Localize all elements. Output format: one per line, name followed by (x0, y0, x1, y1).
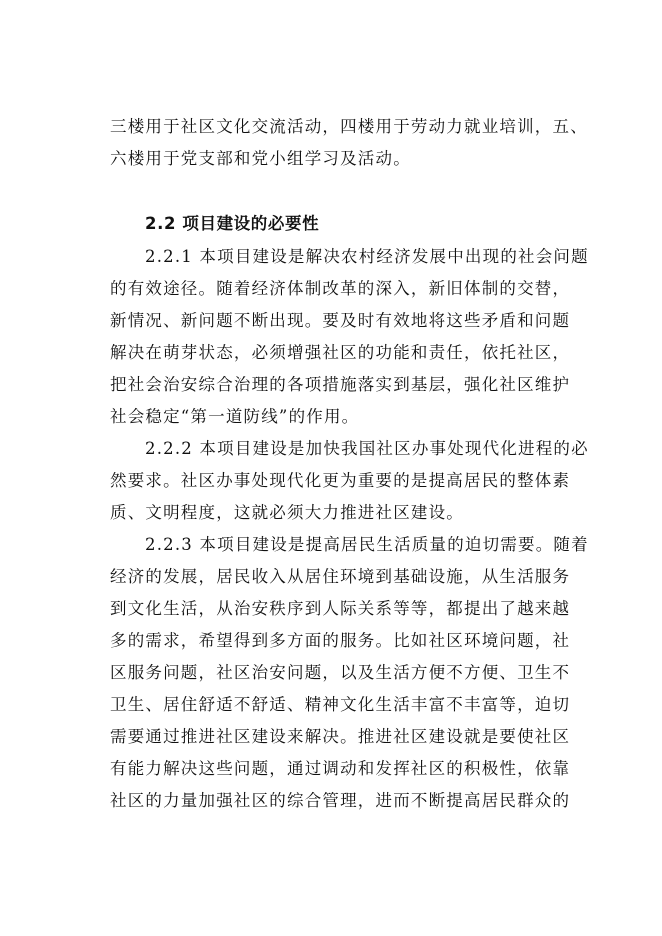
paragraph-line: 解决在萌芽状态，必须增强社区的功能和责任，依托社区， (110, 343, 571, 362)
paragraph-line: 质、文明程度，这就必须大力推进社区建设。 (110, 503, 464, 522)
paragraph-line: 有能力解决这些问题，通过调动和发挥社区的积极性，依靠 (110, 759, 571, 778)
paragraph-line: 然要求。社区办事处现代化更为重要的是提高居民的整体素 (110, 471, 571, 490)
section-heading: 2.2 项目建设的必要性 (145, 214, 320, 233)
paragraph-line: 新情况、新问题不断出现。要及时有效地将这些矛盾和问题 (110, 311, 571, 330)
paragraph-line: 把社会治安综合治理的各项措施落实到基层，强化社区维护 (110, 375, 571, 394)
paragraph-line: 区服务问题，社区治安问题，以及生活方便不方便、卫生不 (110, 663, 571, 682)
paragraph-line: 经济的发展，居民收入从居住环境到基础设施，从生活服务 (110, 567, 571, 586)
paragraph-line: 2.2.1 本项目建设是解决农村经济发展中出现的社会问题 (145, 247, 589, 266)
paragraph-line: 2.2.2 本项目建设是加快我国社区办事处现代化进程的必 (145, 439, 589, 458)
paragraph-line: 2.2.3 本项目建设是提高居民生活质量的迫切需要。随着 (145, 535, 589, 554)
paragraph-line: 需要通过推进社区建设来解决。推进社区建设就是要使社区 (110, 727, 571, 746)
paragraph-line: 卫生、居住舒适不舒适、精神文化生活丰富不丰富等，迫切 (110, 695, 571, 714)
paragraph-line: 到文化生活，从治安秩序到人际关系等等，都提出了越来越 (110, 599, 571, 618)
paragraph-line: 的有效途径。随着经济体制改革的深入，新旧体制的交替， (110, 279, 571, 298)
paragraph-line: 六楼用于党支部和党小组学习及活动。 (110, 149, 411, 168)
paragraph-line: 多的需求，希望得到多方面的服务。比如社区环境问题，社 (110, 631, 571, 650)
paragraph-line: 社区的力量加强社区的综合管理，进而不断提高居民群众的 (110, 791, 571, 810)
paragraph-line: 社会稳定“第一道防线”的作用。 (110, 407, 360, 426)
paragraph-line: 三楼用于社区文化交流活动，四楼用于劳动力就业培训，五、 (110, 117, 588, 136)
